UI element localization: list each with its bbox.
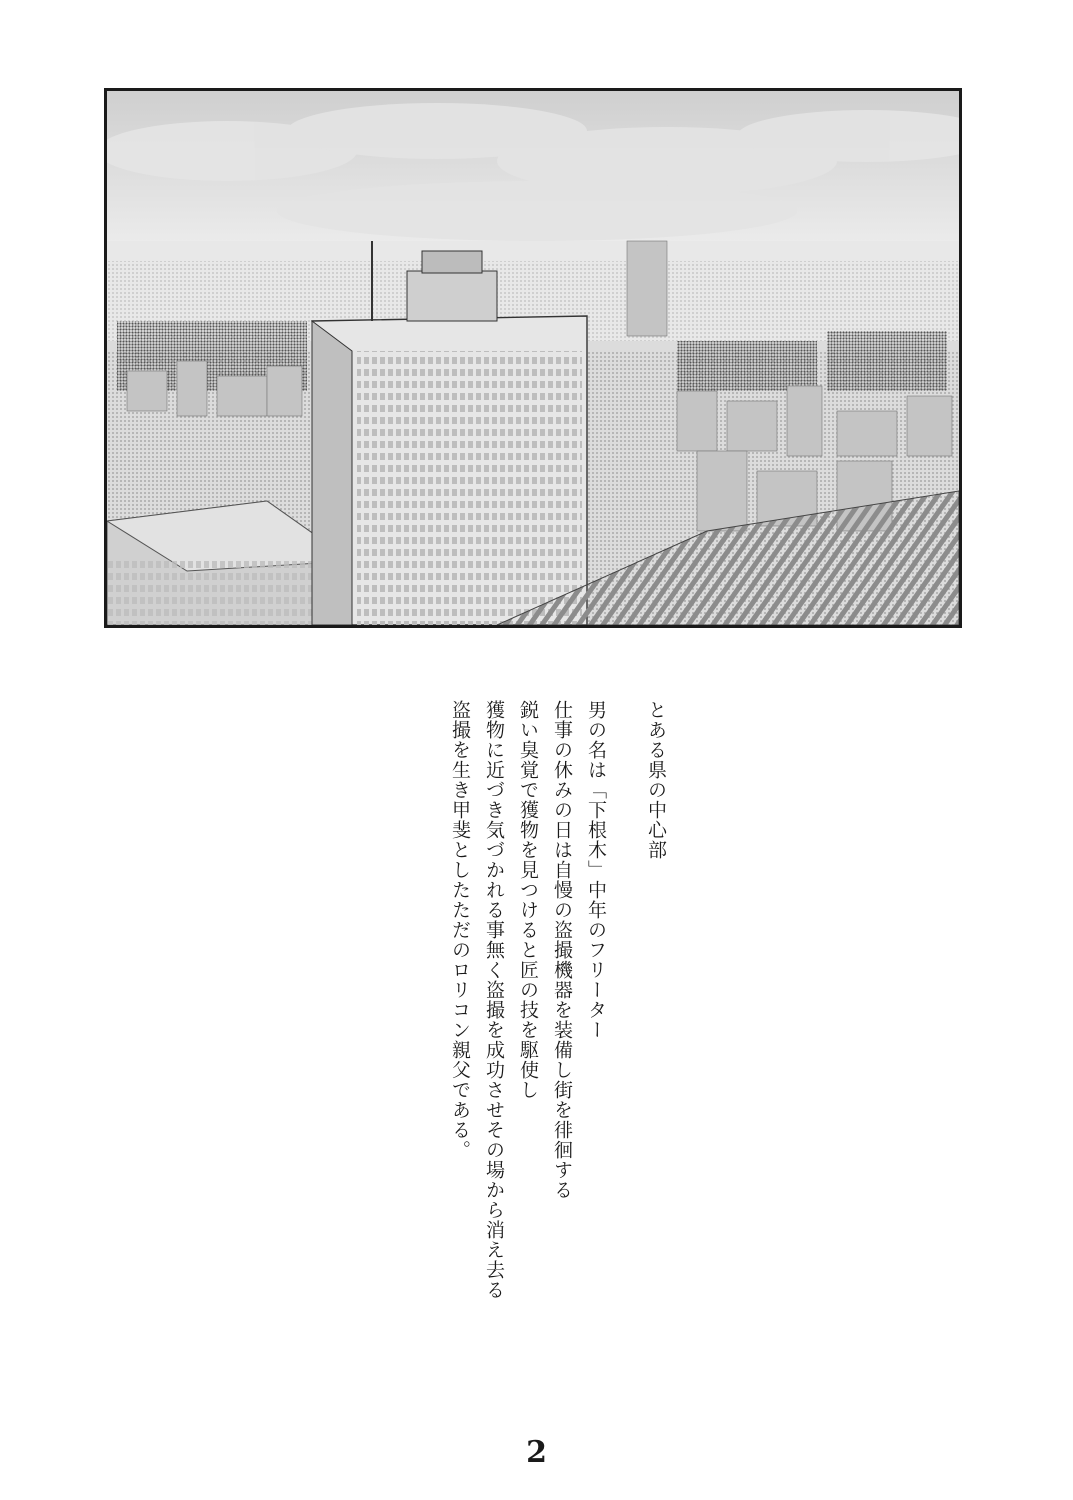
narration-line: 仕事の休みの日は自慢の盗撮機器を装備し街を徘徊する bbox=[551, 700, 573, 1200]
city-skyline-illustration bbox=[107, 91, 959, 625]
page-number: 2 bbox=[526, 1435, 547, 1470]
narration-text bbox=[443, 700, 673, 1320]
narration-line: 鋭い臭覚で獲物を見つけると匠の技を駆使し bbox=[517, 700, 539, 1100]
narration-line: 盗撮を生き甲斐としたただのロリコン親父である。 bbox=[449, 700, 471, 1160]
narration-line: 男の名は「下根木」中年のフリーター bbox=[585, 700, 607, 1040]
illustration-panel bbox=[104, 88, 962, 628]
narration-line: 獲物に近づき気づかれる事無く盗撮を成功させその場から消え去る bbox=[483, 700, 505, 1300]
narration-heading: とある県の中心部 bbox=[645, 700, 667, 860]
